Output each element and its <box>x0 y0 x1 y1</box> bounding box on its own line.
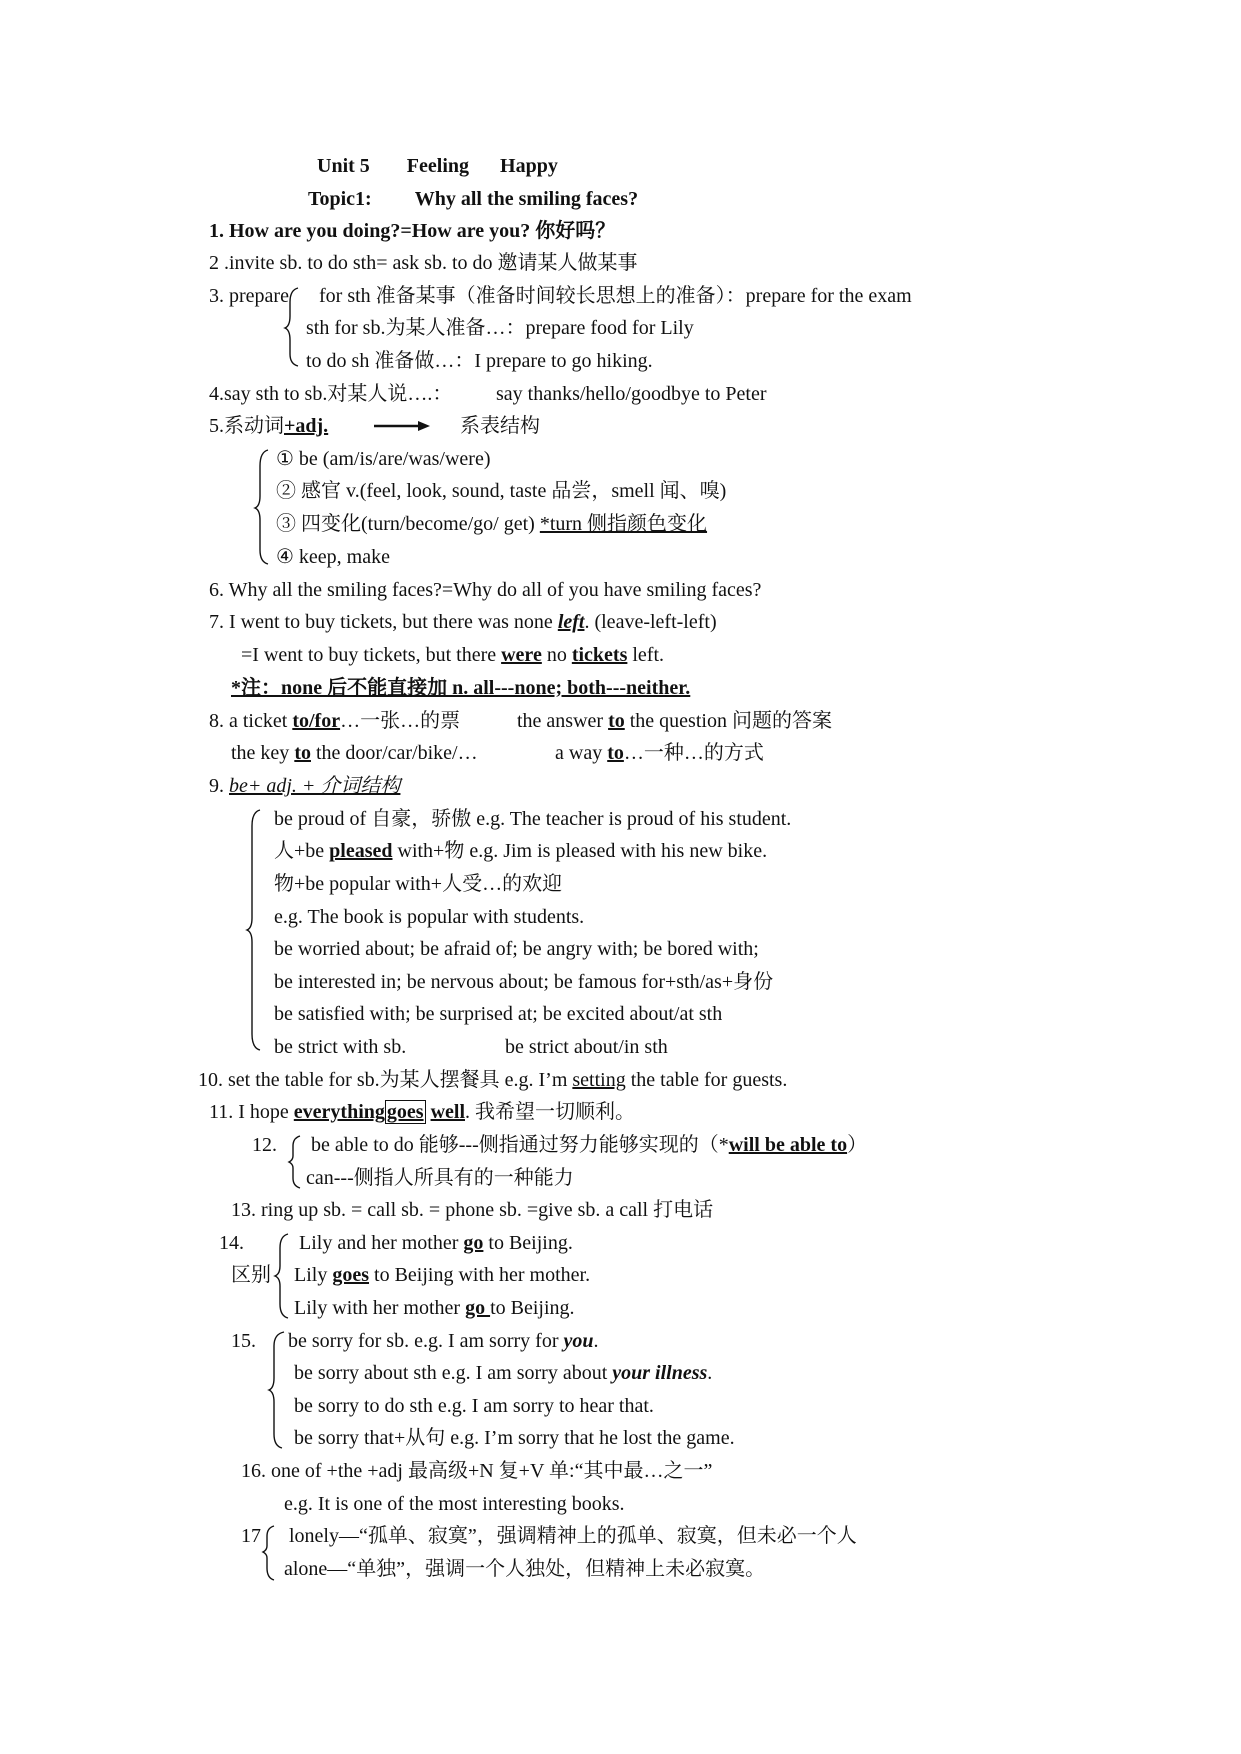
unit-title <box>317 156 558 176</box>
note-11 <box>209 1102 635 1122</box>
note-14-line-c <box>294 1298 575 1318</box>
note-3-line-c: to do sh 准备做…：I prepare to go hiking. <box>306 350 653 372</box>
note-2: 2 .invite sb. to do sth= ask sb. to do 邀请某人做某事 <box>209 252 638 274</box>
note-14-line-a <box>299 1233 573 1253</box>
note-15-a-end: . <box>593 1330 599 1352</box>
note-9-line-8b: be strict about/in sth <box>505 1036 668 1058</box>
note-7-left: left <box>557 611 585 633</box>
note-14-c-text: Lily with her mother <box>294 1297 466 1319</box>
brace-3 <box>284 282 304 372</box>
note-16-line-a: 16. one of +the +adj 最高级+N 复+V 单:“其中最…之一” <box>241 1460 713 1482</box>
note-17-line-a: lonely—“孤单、寂寞”，强调精神上的孤单、寂寞，但未必一个人 <box>289 1525 857 1547</box>
note-3-line-b: sth for sb.为某人准备…：prepare food for Lily <box>306 317 694 339</box>
note-15-a-text: be sorry for sb. e.g. I am sorry for <box>288 1330 564 1352</box>
note-3-number: 3. prepare <box>209 285 289 307</box>
note-9-line-3: 物+be popular with+人受…的欢迎 <box>274 873 563 895</box>
note-14-b-text: Lily <box>294 1264 333 1286</box>
note-5-item-3-text: ③ 四变化(turn/become/go/ get) <box>276 513 540 535</box>
note-15-you: you <box>563 1330 594 1352</box>
note-17-line-b: alone—“单独”，强调一个人独处，但精神上未必寂寞。 <box>284 1558 766 1580</box>
note-7-tickets: tickets <box>571 644 628 666</box>
note-9-pattern: be+ adj. + 介词结构 <box>229 775 401 797</box>
arrow-icon <box>374 420 434 434</box>
note-10 <box>198 1070 787 1090</box>
note-9-with: with+物 e.g. Jim is pleased with his new bike. <box>392 840 768 862</box>
note-10-setting: setting <box>572 1069 626 1091</box>
topic-label: Topic1: <box>308 188 372 210</box>
note-7-text: 7. I went to buy tickets, but there was none <box>209 611 558 633</box>
note-14-go-1: go <box>463 1232 484 1254</box>
note-9-line-5: be worried about; be afraid of; be angry with; be bored with; <box>274 938 759 960</box>
note-4-example: say thanks/hello/goodbye to Peter <box>496 383 767 405</box>
note-8-line-a-left <box>209 711 460 731</box>
note-12-line-a <box>311 1135 867 1155</box>
topic-title <box>308 189 638 209</box>
note-5-item-3 <box>276 514 707 534</box>
note-8-door: the door/car/bike/… <box>310 742 478 764</box>
note-8-to-3: to <box>607 742 624 764</box>
note-8-line-a-right <box>517 711 832 731</box>
unit-title-word-1: Feeling <box>406 155 470 177</box>
topic-text: Why all the smiling faces? <box>414 188 639 210</box>
note-14-label: 区别 <box>231 1264 271 1286</box>
note-9-heading <box>209 776 400 796</box>
note-12-will-be-able: will be able to <box>728 1134 848 1156</box>
note-9-pleased: pleased <box>329 840 393 862</box>
note-14-c-end: to Beijing. <box>490 1297 575 1319</box>
note-9-line-1: be proud of 自豪，骄傲 e.g. The teacher is proud of his student. <box>274 808 792 830</box>
note-11-text: 11. I hope <box>209 1101 294 1123</box>
note-12-number: 12. <box>252 1134 277 1156</box>
note-8-to-2: to <box>294 742 311 764</box>
note-7-no: no <box>541 644 572 666</box>
note-8-line-b-left <box>231 743 478 763</box>
note-1: 1. How are you doing?=How are you? 你好吗？ <box>209 220 616 242</box>
note-9-line-2 <box>274 841 767 861</box>
brace-15 <box>268 1326 288 1452</box>
note-12-able: be able to do 能够---侧指通过努力能够实现的（* <box>311 1134 729 1156</box>
note-15-line-d: be sorry that+从句 e.g. I’m sorry that he lost the game. <box>294 1427 735 1449</box>
note-9-person: 人+be <box>274 840 330 862</box>
note-13: 13. ring up sb. = call sb. = phone sb. =give sb. a call 打电话 <box>231 1199 714 1221</box>
note-9-number: 9. <box>209 775 229 797</box>
note-8-key: the key <box>231 742 295 764</box>
note-14-line-b <box>294 1265 590 1285</box>
note-11-goes: goes <box>386 1101 424 1123</box>
note-15-line-b <box>294 1363 712 1383</box>
note-7-were: were <box>501 644 542 666</box>
note-8-a-text: 8. a ticket <box>209 710 293 732</box>
note-14-a-text: Lily and her mother <box>299 1232 464 1254</box>
note-14-go-2: go <box>465 1297 491 1319</box>
note-15-line-a <box>288 1331 598 1351</box>
note-5-heading <box>209 416 328 436</box>
note-7-line-b <box>241 645 664 665</box>
note-11-well: well <box>430 1101 465 1123</box>
note-14-goes: goes <box>332 1264 370 1286</box>
note-17-number: 17 <box>241 1525 261 1547</box>
note-11-meaning: . 我希望一切顺利。 <box>465 1101 635 1123</box>
note-7-b-text: =I went to buy tickets, but there <box>241 644 502 666</box>
note-14-a-end: to Beijing. <box>483 1232 573 1254</box>
note-11-everything: everything <box>293 1101 385 1123</box>
note-12-line-b: can---侧指人所具有的一种能力 <box>306 1167 574 1189</box>
brace-5 <box>254 444 274 568</box>
note-8-way: a way <box>555 742 608 764</box>
brace-12 <box>288 1132 306 1192</box>
note-5-item-1: ① be (am/is/are/was/were) <box>276 448 491 470</box>
note-15-illness: your illness <box>612 1362 708 1384</box>
note-14-b-end: to Beijing with her mother. <box>369 1264 591 1286</box>
note-4-phrase: 4.say sth to sb.对某人说….： <box>209 383 453 405</box>
note-8-line-b-right <box>555 743 764 763</box>
note-5-item-4: ④ keep, make <box>276 546 390 568</box>
note-10-text: 10. set the table for sb.为某人摆餐具 e.g. I’m <box>198 1069 573 1091</box>
note-5-number: 5.系动词 <box>209 415 284 437</box>
note-3-line-a: for sth 准备某事（准备时间较长思想上的准备）：prepare for the exam <box>319 285 912 307</box>
note-5-adj: +adj. <box>284 415 329 437</box>
note-8-question: the question 问题的答案 <box>624 710 832 732</box>
brace-17 <box>262 1522 280 1584</box>
note-5-item-2: ② 感官 v.(feel, look, sound, taste 品尝，smell 闻、嗅) <box>276 480 727 502</box>
note-7-line-a <box>209 612 717 632</box>
note-9-line-7: be satisfied with; be surprised at; be excited about/at sth <box>274 1003 723 1025</box>
note-12-paren: ） <box>847 1134 868 1156</box>
note-16-line-b: e.g. It is one of the most interesting books. <box>284 1493 625 1515</box>
note-5-item-3-note: *turn 侧指颜色变化 <box>539 513 708 535</box>
note-9-line-6: be interested in; be nervous about; be famous for+sth/as+身份 <box>274 971 774 993</box>
brace-9 <box>246 806 266 1056</box>
note-15-b-text: be sorry about sth e.g. I am sorry about <box>294 1362 613 1384</box>
note-9-line-4: e.g. The book is popular with students. <box>274 906 585 928</box>
note-7-remark: *注：none 后不能直接加 n. all---none; both---neither. <box>231 677 691 699</box>
note-8-to-1: to <box>608 710 625 732</box>
note-7-forms: . (leave-left-left) <box>584 611 717 633</box>
unit-title-word-2: Happy <box>500 155 558 177</box>
note-8-to-for: to/for <box>292 710 341 732</box>
note-8-way-meaning: …一种…的方式 <box>623 742 764 764</box>
note-9-line-8a: be strict with sb. <box>274 1036 407 1058</box>
note-6: 6. Why all the smiling faces?=Why do all of you have smiling faces? <box>209 579 762 601</box>
note-8-a-meaning: …一张…的票 <box>340 710 461 732</box>
note-15-b-end: . <box>707 1362 713 1384</box>
note-14-number: 14. <box>219 1232 244 1254</box>
note-15-line-c: be sorry to do sth e.g. I am sorry to hear that. <box>294 1395 654 1417</box>
note-8-answer: the answer <box>517 710 609 732</box>
note-15-number: 15. <box>231 1330 256 1352</box>
note-10-end: the table for guests. <box>625 1069 788 1091</box>
unit-number: Unit 5 <box>317 155 370 177</box>
note-7-left-end: left. <box>627 644 665 666</box>
note-5-structure: 系表结构 <box>460 415 540 437</box>
brace-14 <box>274 1230 294 1322</box>
